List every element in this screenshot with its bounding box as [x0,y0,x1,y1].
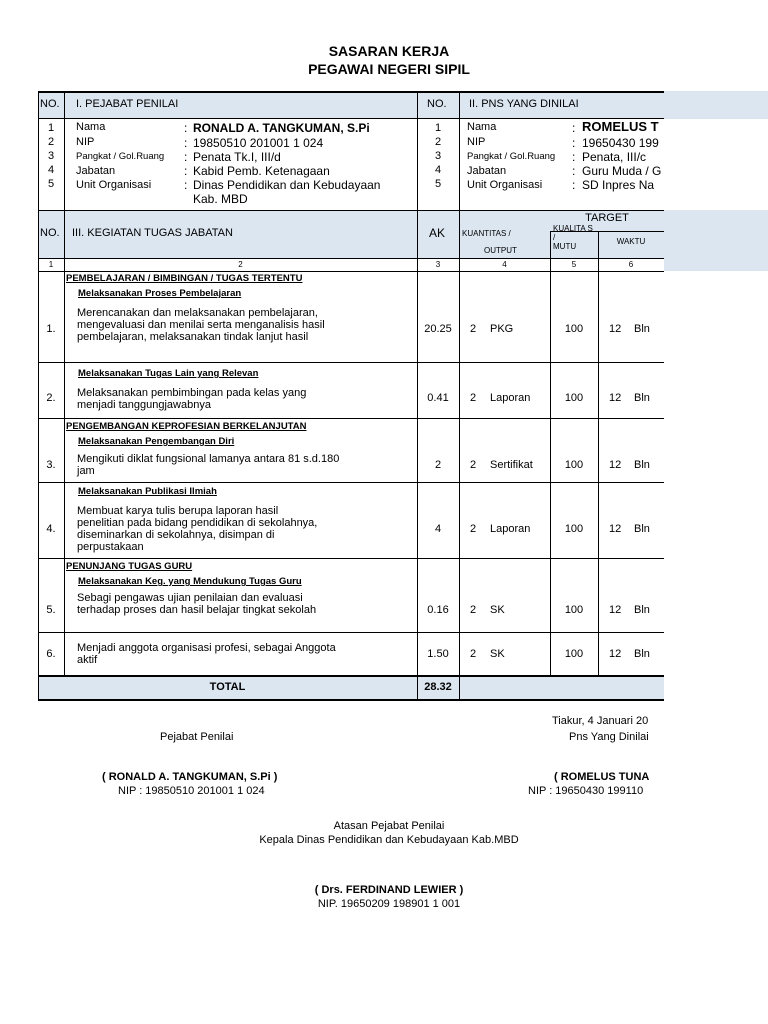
row-ak: 0.41 [427,392,449,404]
row-bln: Bln [634,523,650,535]
penilai-pangkat: Penata Tk.I, III/d [193,150,281,164]
dinilai-label-unit: Unit Organisasi [467,179,543,191]
row-ak: 2 [434,459,442,471]
row-waktu: 12 [609,323,622,335]
left-signer-nip: NIP : 19850510 201001 1 024 [118,785,265,797]
dinilai-pangkat: Penata, III/c [582,150,647,164]
row-qty: 2 [470,459,477,471]
row-qty: 2 [470,392,477,404]
row-kegiatan: Membuat karya tulis berupa laporan hasil penelitian pada bidang pendidikan di sekolahnya, diseminarkan di sekolahnya, disimpan di perpustakaan [77,505,318,553]
subsection-pengembangan: Melaksanakan Pengembangan Diri [78,436,235,447]
row-mutu: 100 [564,523,584,535]
atasan-name: ( Drs. FERDINAND LEWIER ) [314,884,464,896]
row-no: 2. [46,392,56,404]
right-signer-name: ( ROMELUS TUNA [554,771,650,783]
atasan-role: Atasan Pejabat Penilai [333,820,445,832]
penilai-nums: 1 2 3 4 5 [47,122,55,190]
header-pejabat-penilai: I. PEJABAT PENILAI [76,98,179,110]
total-value: 28.32 [424,681,452,693]
row-waktu: 12 [609,604,622,616]
row-kegiatan: Menjadi anggota organisasi profesi, sebagai Anggota aktif [77,642,336,666]
penilai-label-nama: Nama [76,121,106,133]
row-waktu: 12 [609,392,622,404]
row-output: Laporan [490,523,531,535]
row-mutu: 100 [564,459,584,471]
row-bln: Bln [634,604,650,616]
row-qty: 2 [470,648,477,660]
dinilai-label-nama: Nama [467,121,497,133]
penilai-unit: Dinas Pendidikan dan Kebudayaan [193,178,381,192]
dinilai-jabatan: Guru Muda / G [582,164,662,178]
header-no2: NO. [427,98,447,110]
place-date: Tiakur, 4 Januari 20 [552,715,649,727]
row-mutu: 100 [564,392,584,404]
dinilai-unit: SD Inpres Na [582,178,655,192]
header-kualitas: KUALITA S / MUTU [553,224,593,251]
row-ak: 4 [434,523,442,535]
subsection-proses: Melaksanakan Proses Pembelajaran [78,288,242,299]
row-bln: Bln [634,392,650,404]
row-no: 1. [46,323,56,335]
row-output: Sertifikat [490,459,533,471]
row-kegiatan: Mengikuti diklat fungsional lamanya antara 81 s.d.180 jam [77,453,340,477]
row-output: Laporan [490,392,531,404]
right-signer-nip: NIP : 19650430 199110 [528,785,644,797]
penilai-label-jabatan: Jabatan [76,165,116,177]
row-qty: 2 [470,323,477,335]
row-ak: 20.25 [424,323,452,335]
dinilai-label-jabatan: Jabatan [467,165,507,177]
total-label: TOTAL [209,681,246,693]
title-line1: SASARAN KERJA [328,43,450,59]
row-kegiatan: Sebagi pengawas ujian penilaian dan evaluasi terhadap proses dan hasil belajar tingkat sekolah [77,592,317,616]
row-waktu: 12 [609,523,622,535]
penilai-nip: 19850510 201001 1 024 [193,136,324,150]
subsection-mendukung: Melaksanakan Keg. yang Mendukung Tugas Guru [78,576,302,587]
row-bln: Bln [634,323,650,335]
row-no: 5. [46,604,56,616]
row-bln: Bln [634,459,650,471]
header-pns-dinilai: II. PNS YANG DINILAI [469,98,579,110]
penilai-label-nip: NIP [76,136,95,148]
row-ak: 1.50 [427,648,449,660]
penilai-unit-line2: Kab. MBD [193,192,248,206]
section-penunjang: PENUNJANG TUGAS GURU [66,561,193,572]
row-output: PKG [490,323,514,335]
row-kegiatan: Melaksanakan pembimbingan pada kelas yang menjadi tanggungjawabnya [77,387,307,411]
row-mutu: 100 [564,604,584,616]
row-output: SK [490,648,505,660]
subsection-publikasi: Melaksanakan Publikasi Ilmiah [78,486,217,497]
section-keprofesian: PENGEMBANGAN KEPROFESIAN BERKELANJUTAN [66,421,307,432]
row-kegiatan: Merencanakan dan melaksanakan pembelajaran, mengevaluasi dan menilai serta menganalisis hasil pembelajaran, melaksanakan tindak lanjut hasil [77,307,325,343]
subsection-tugas-lain: Melaksanakan Tugas Lain yang Relevan [78,368,259,379]
penilai-label-pangkat: Pangkat / Gol.Ruang [76,151,165,162]
penilai-jabatan: Kabid Pemb. Ketenagaan [193,164,330,178]
dinilai-label-nip: NIP [467,136,486,148]
row-waktu: 12 [609,459,622,471]
row-waktu: 12 [609,648,622,660]
row-no: 3. [46,459,56,471]
row-qty: 2 [470,523,477,535]
row-bln: Bln [634,648,650,660]
right-role: Pns Yang Dinilai [569,731,649,743]
row-output: SK [490,604,505,616]
header-output: OUTPUT [484,246,517,255]
atasan-nip: NIP. 19650209 198901 1 001 [317,898,461,910]
header2-no: NO. [40,227,60,239]
left-signer-name: ( RONALD A. TANGKUMAN, S.Pi ) [102,771,278,783]
header-ak: AK [429,226,446,240]
section-pembelajaran: PEMBELAJARAN / BIMBINGAN / TUGAS TERTENTU [66,273,303,284]
header-no: NO. [40,98,60,110]
row-no: 6. [46,648,56,660]
penilai-nama: RONALD A. TANGKUMAN, S.Pi [193,121,370,135]
row-mutu: 100 [564,323,584,335]
header-target: TARGET [585,212,629,224]
row-mutu: 100 [564,648,584,660]
dinilai-nums: 1 2 3 4 5 [434,122,442,190]
header-kuantitas: KUANTITAS / [462,229,511,238]
left-role: Pejabat Penilai [160,731,234,743]
atasan-title: Kepala Dinas Pendidikan dan Kebudayaan Kab.MBD [259,834,519,846]
dinilai-nip: 19650430 199 [582,136,659,150]
penilai-label-unit: Unit Organisasi [76,179,152,191]
row-no: 4. [46,523,56,535]
title-line2: PEGAWAI NEGERI SIPIL [308,61,470,77]
header-waktu: WAKTU [616,237,646,246]
dinilai-nama: ROMELUS T [582,119,659,134]
dinilai-label-pangkat: Pangkat / Gol.Ruang [467,151,556,162]
row-qty: 2 [470,604,477,616]
row-ak: 0.16 [427,604,449,616]
header-kegiatan: III. KEGIATAN TUGAS JABATAN [72,227,233,239]
